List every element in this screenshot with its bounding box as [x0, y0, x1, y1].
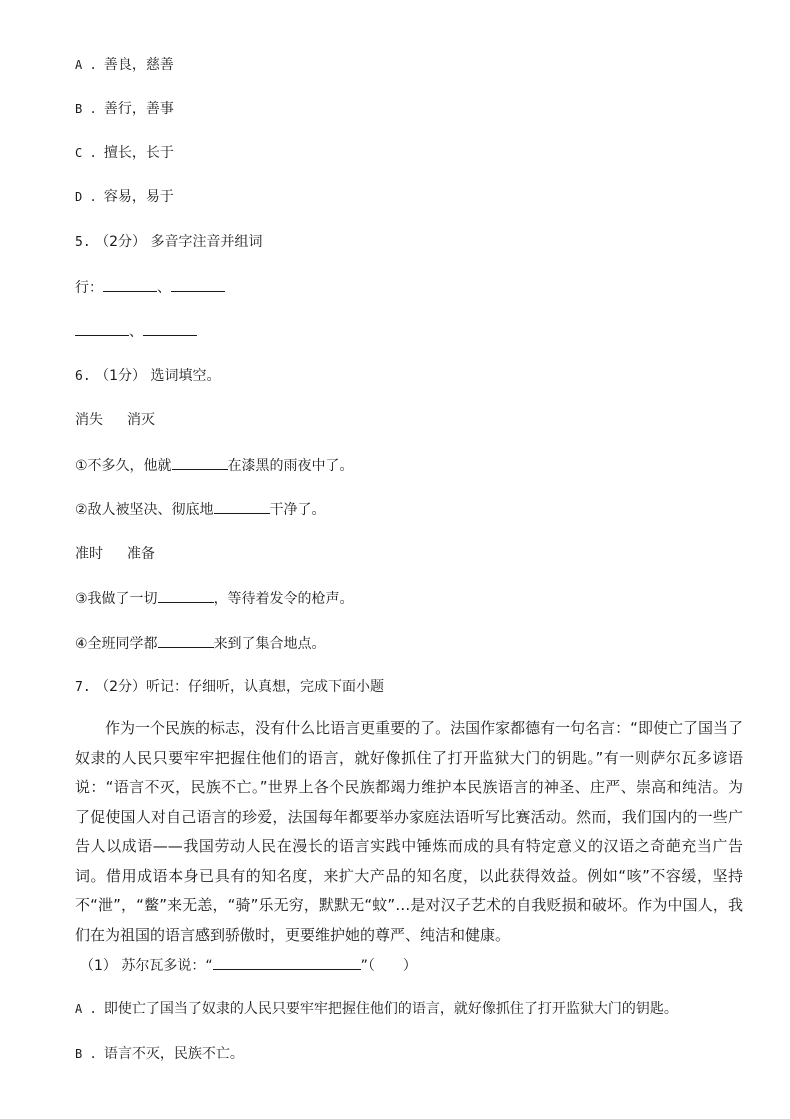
sentence-text: ，等待着发令的枪声。 — [213, 591, 354, 607]
option-letter: B — [75, 1047, 83, 1061]
option-letter: C — [75, 146, 83, 160]
q6-sentence-4 — [75, 633, 326, 654]
option-letter: A — [75, 58, 83, 72]
answer-blank[interactable] — [213, 955, 361, 970]
question-score: （1分） — [95, 368, 147, 384]
q6-sentence-3 — [75, 588, 354, 609]
sentence-text: ④全班同学都 — [75, 636, 158, 652]
q7-heading — [75, 677, 384, 698]
word-choice: 准时 — [75, 546, 103, 562]
separator: 、 — [157, 280, 171, 296]
sub-question-text: 苏尔瓦多说：“ — [121, 958, 213, 974]
sentence-text: 干净了。 — [269, 502, 326, 518]
option-text: 擅长，长于 — [103, 145, 174, 161]
q6-sentence-1 — [75, 455, 354, 476]
q4-option-a: A . 善良，慈善 — [75, 57, 174, 73]
q4-option-c: C . 擅长，长于 — [75, 145, 174, 161]
question-number: 7. — [75, 680, 91, 695]
answer-blank[interactable] — [103, 277, 157, 292]
sentence-text: ③我做了一切 — [75, 591, 158, 607]
sentence-text: ②敌人被坚决、彻底地 — [75, 502, 214, 518]
q5-heading — [75, 232, 262, 253]
question-number: 5. — [75, 235, 91, 250]
q6-word-group-2 — [75, 544, 155, 564]
option-text: 即使亡了国当了奴隶的人民只要牢牢把握住他们的语言，就好像抓住了打开监狱大门的钥匙。 — [103, 1001, 678, 1017]
q7-passage: 作为一个民族的标志，没有什么比语言更重要的了。法国作家都德有一句名言：“即使亡了国当了奴隶的人民只要牢牢把握住他们的语言，就好像抓住了打开监狱大门的钥匙。”有一则萨尔瓦多谚语说：“语言不灭，民族不亡。”世界上各个民族都竭力维护本民族语言的神圣、庄严、崇高和纯洁。为了促使国人对自己语言的珍爱，法国每年都要举办家庭法语听写比赛活动。然而，我们国内的一些广告人以成语——我国劳动人民在漫长的语言实践中锤炼而成的具有特定意义的汉语之奇葩充当广告词。借用成语本身已具有的知名度，来扩大产品的知名度，以此获得效益。例如“咳”不容缓，坚持不“泄”，“鳖”来无恙，“骑”乐无穷，默默无“蚊”…是对汉子艺术的自我贬损和破坏。作为中国人，我们在为祖国的语言感到骄傲时，更要维护她的尊严、纯洁和健康。 — [75, 719, 743, 944]
answer-blank[interactable] — [143, 321, 197, 336]
option-text: 语言不灭，民族不亡。 — [103, 1046, 244, 1062]
separator: 、 — [129, 324, 143, 340]
question-score: （2分） — [95, 679, 147, 695]
word-choice: 消灭 — [127, 412, 155, 428]
option-letter: D — [75, 190, 83, 204]
answer-blank[interactable] — [158, 588, 214, 603]
q7-sub1 — [80, 955, 417, 976]
q6-sentence-2 — [75, 499, 326, 520]
option-text: 容易，易于 — [103, 189, 174, 205]
question-prompt: 听记：仔细听，认真想，完成下面小题 — [146, 679, 385, 695]
option-letter: B — [75, 102, 83, 116]
q7-sub1-option-a[interactable]: A . 即使亡了国当了奴隶的人民只要牢牢把握住他们的语言，就好像抓住了打开监狱大门的钥匙。 — [75, 1001, 678, 1017]
option-text: 善良，慈善 — [103, 57, 174, 73]
answer-blank[interactable] — [171, 277, 225, 292]
answer-blank[interactable] — [172, 455, 228, 470]
question-prompt: 多音字注音并组词 — [150, 234, 263, 250]
q5-line-2 — [75, 321, 197, 342]
q6-word-group-1 — [75, 410, 155, 430]
sub-question-text: ”（ ） — [360, 958, 417, 974]
answer-blank[interactable] — [214, 499, 270, 514]
option-text: 善行，善事 — [103, 101, 174, 117]
option-letter: A — [75, 1002, 83, 1016]
char-label: 行： — [75, 280, 103, 296]
word-choice: 准备 — [127, 546, 155, 562]
word-choice: 消失 — [75, 412, 103, 428]
question-number: 6. — [75, 369, 91, 384]
sub-question-number: （1） — [80, 958, 117, 974]
sentence-text: ①不多久，他就 — [75, 458, 172, 474]
question-prompt: 选词填空。 — [150, 368, 221, 384]
q4-option-b: B . 善行，善事 — [75, 101, 174, 117]
sentence-text: 在漆黑的雨夜中了。 — [227, 458, 354, 474]
answer-blank[interactable] — [75, 321, 129, 336]
q4-option-d: D . 容易，易于 — [75, 189, 174, 205]
answer-blank[interactable] — [158, 633, 214, 648]
q7-sub1-option-b[interactable]: B . 语言不灭，民族不亡。 — [75, 1046, 244, 1062]
question-score: （2分） — [95, 234, 147, 250]
sentence-text: 来到了集合地点。 — [213, 636, 326, 652]
q5-line-1 — [75, 277, 225, 298]
q6-heading — [75, 366, 220, 387]
